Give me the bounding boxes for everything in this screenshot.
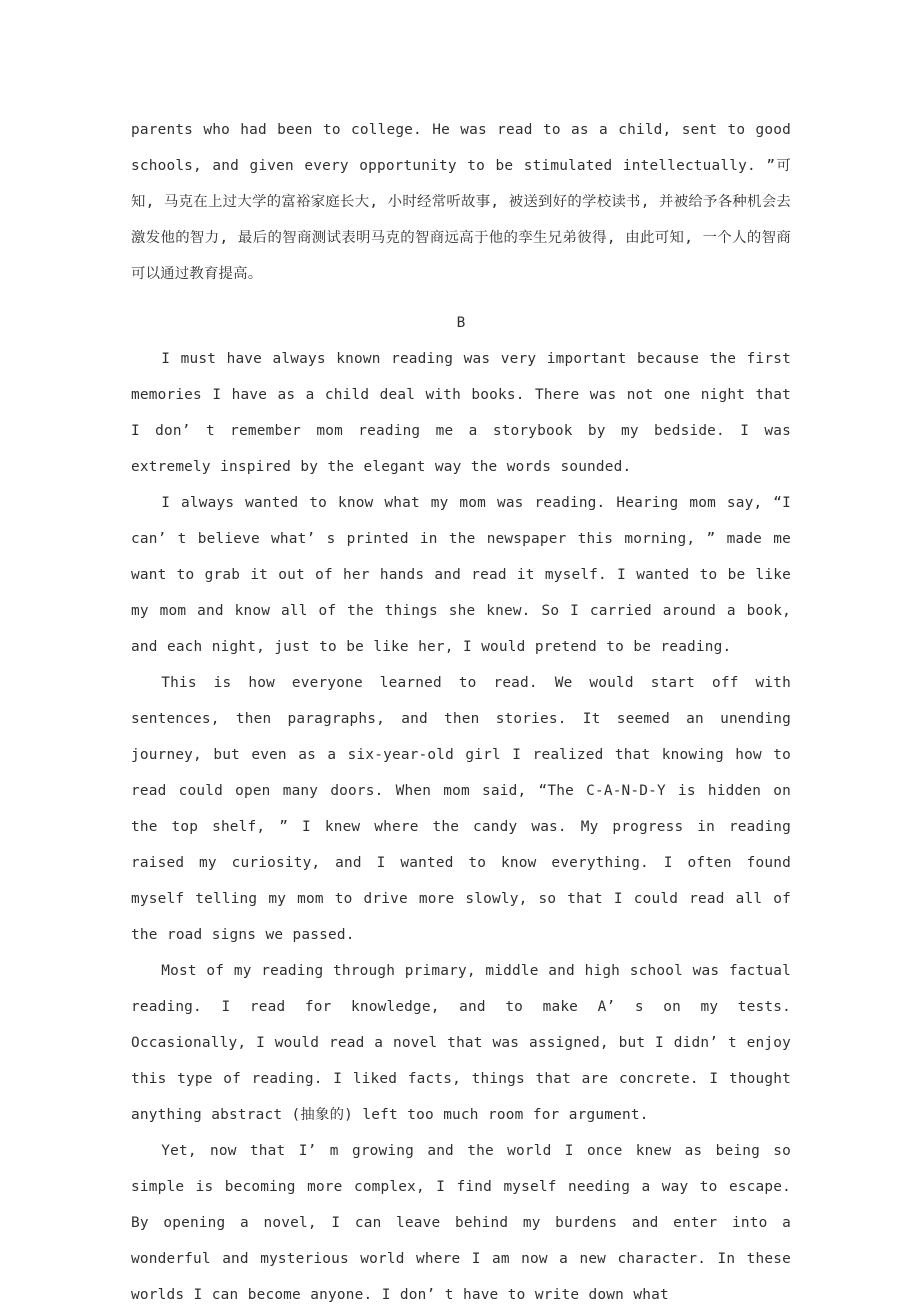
paragraph-4: Most of my reading through primary, middle and high school was factual reading. I read for knowledge, and to make A’ s on my tests. Occasionally, I would read a novel that was assigned, but I didn’ t enjoy this type of reading. I liked facts, things that are concrete. I thought anything abstract (抽象的) left too much room for argument. [131,963,791,1123]
paragraph-5: Yet, now that I’ m growing and the world I once knew as being so simple is becoming more complex, I find myself needing a way to escape. By opening a novel, I can leave behind my burdens and enter into a wonderful and mysterious world where I am now a new character. In these worlds I can become anyone. I don’ t have to write down what [131,1143,791,1303]
page-text-body [131,112,791,1313]
section-spacer [131,292,791,305]
paragraph-1: I must have always known reading was very important because the first memories I have as a child deal with books. There was not one night that I don’ t remember mom reading me a storybook by my bedside. I was extremely inspired by the elegant way the words sounded. [131,351,791,475]
paragraph-3: This is how everyone learned to read. We would start off with sentences, then paragraphs, and then stories. It seemed an unending journey, but even as a six-year-old girl I realized that knowing how to read could open many doors. When mom said, “The C-A-N-D-Y is hidden on the top shelf, ” I knew where the candy was. My progress in reading raised my curiosity, and I wanted to know everything. I often found myself telling my mom to drive more slowly, so that I could read all of the road signs we passed. [131,675,791,943]
paragraph-2: I always wanted to know what my mom was reading. Hearing mom say, “I can’ t believe what’ s printed in the newspaper this morning, ” made me want to grab it out of her hands and read it myself. I wanted to be like my mom and know all of the things she knew. So I carried around a book, and each night, just to be like her, I would pretend to be reading. [131,495,791,655]
paragraph-continued: parents who had been to college. He was read to as a child, sent to good schools, and given every opportunity to be stimulated intellectually. ”可知, 马克在上过大学的富裕家庭长大, 小时经常听故事, 被送到好的学校读书, 并被给予各种机会去激发他的智力, 最后的智商测试表明马克的智商远高于他的孪生兄弟彼得, 由此可知, 一个人的智商可以通过教育提高。 [131,122,791,282]
section-letter-heading: B [456,315,466,331]
